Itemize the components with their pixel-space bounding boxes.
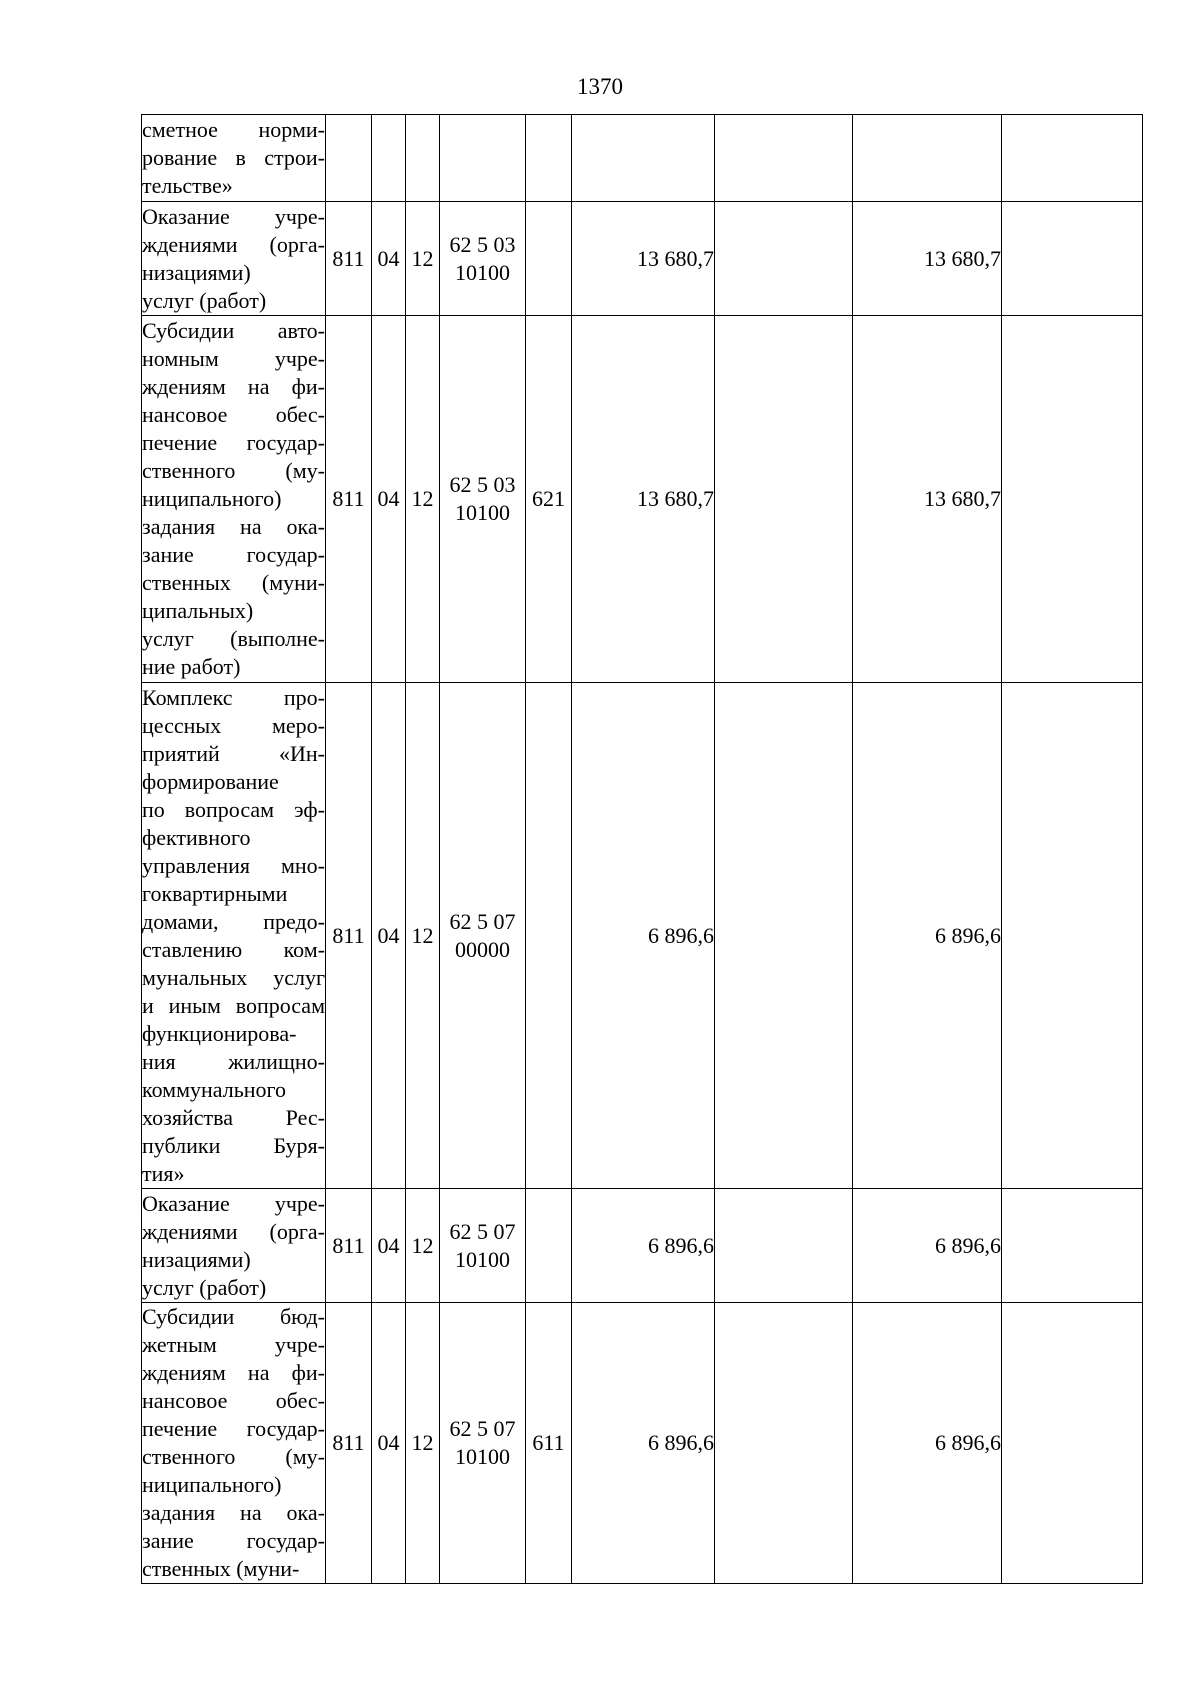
sum-federal-cell (715, 683, 853, 1189)
item-name-line: ния жилищно- (142, 1048, 325, 1074)
sum-other-cell (1002, 1189, 1143, 1303)
gr-code-cell: 811 (326, 683, 372, 1189)
sum-other-cell (1002, 683, 1143, 1189)
sum-republic-cell: 13 680,7 (853, 202, 1002, 316)
csr-code-part: 00000 (455, 936, 510, 962)
sum-republic-cell: 6 896,6 (853, 1189, 1002, 1303)
vr-code-cell (526, 683, 572, 1189)
item-name-line: управления мно- (142, 852, 325, 878)
csr-code-cell (440, 115, 526, 202)
item-name-line: мунальных услуг (142, 964, 325, 990)
vr-code-cell: 611 (526, 1303, 572, 1584)
item-name-line: ственного (му- (142, 1444, 325, 1469)
pr-code-cell: 12 (406, 202, 440, 316)
item-name-line: нансовое обес- (142, 402, 325, 427)
item-name-line: ждениям на фи- (142, 1360, 325, 1385)
rz-code-cell: 04 (372, 1303, 406, 1584)
pr-code-cell: 12 (406, 1189, 440, 1303)
vr-code-cell (526, 115, 572, 202)
gr-code-cell (326, 115, 372, 202)
item-name-line: ственных (муни- (142, 570, 325, 595)
item-name-line: ципальных) (142, 598, 254, 623)
table-row (142, 1189, 1143, 1303)
gr-code-cell: 811 (326, 316, 372, 683)
item-name-line: ставлению ком- (142, 936, 325, 962)
item-name-line: приятий «Ин- (142, 740, 325, 766)
item-name-line: тия» (142, 1160, 185, 1186)
sum-total-cell: 13 680,7 (572, 316, 715, 683)
pr-code-cell: 12 (406, 1303, 440, 1584)
item-name-line: тельстве» (142, 173, 233, 198)
pr-code-cell: 12 (406, 683, 440, 1189)
item-name-line: формирование (142, 768, 279, 794)
item-name-line: гоквартирными (142, 880, 288, 906)
csr-code-cell (440, 1189, 526, 1303)
item-name-line: ждениями (орга- (142, 1218, 325, 1244)
sum-federal-cell (715, 316, 853, 683)
item-name-line: хозяйства Рес- (142, 1104, 325, 1130)
sum-other-cell (1002, 1303, 1143, 1584)
sum-other-cell (1002, 316, 1143, 683)
item-name-line: ние работ) (142, 654, 241, 679)
pr-code-cell (406, 115, 440, 202)
sum-total-cell: 13 680,7 (572, 202, 715, 316)
csr-code-part: 62 5 07 (449, 1416, 516, 1441)
budget-table (141, 114, 1143, 1584)
csr-code-part: 62 5 03 (449, 231, 516, 257)
sum-other-cell (1002, 202, 1143, 316)
csr-code-part: 62 5 03 (449, 472, 516, 497)
item-name-line: услуг (работ) (142, 287, 267, 313)
sum-federal-cell (715, 1303, 853, 1584)
item-name-line: ниципального) (142, 486, 282, 511)
rz-code-cell (372, 115, 406, 202)
item-name-line: ждениями (орга- (142, 231, 325, 257)
vr-code-cell: 621 (526, 316, 572, 683)
gr-code-cell: 811 (326, 202, 372, 316)
csr-code-part: 62 5 07 (449, 1218, 516, 1244)
csr-code-part: 62 5 07 (449, 908, 516, 934)
table-row (142, 115, 1143, 202)
item-name-line: задания на ока- (142, 1500, 325, 1525)
rz-code-cell: 04 (372, 202, 406, 316)
sum-total-cell (572, 115, 715, 202)
item-name-line: задания на ока- (142, 514, 325, 539)
item-name-cell (142, 202, 326, 316)
item-name-line: сметное норми- (142, 117, 325, 142)
item-name-line: зание государ- (142, 1528, 325, 1553)
item-name-line: ниципального) (142, 1472, 282, 1497)
item-name-line: услуг (выполне- (142, 626, 325, 651)
item-name-line: Комплекс про- (142, 684, 325, 710)
item-name-line: низациями) (142, 259, 251, 285)
sum-total-cell: 6 896,6 (572, 1189, 715, 1303)
item-name-cell (142, 683, 326, 1189)
item-name-cell (142, 115, 326, 202)
sum-republic-cell: 6 896,6 (853, 1303, 1002, 1584)
item-name-line: функционирова- (142, 1020, 297, 1046)
csr-code-cell (440, 316, 526, 683)
sum-federal-cell (715, 1189, 853, 1303)
item-name-line: ственного (му- (142, 458, 325, 483)
gr-code-cell: 811 (326, 1189, 372, 1303)
item-name-line: Субсидии бюд- (142, 1304, 325, 1329)
table-row (142, 1303, 1143, 1584)
rz-code-cell: 04 (372, 1189, 406, 1303)
item-name-cell (142, 1189, 326, 1303)
sum-federal-cell (715, 115, 853, 202)
sum-total-cell: 6 896,6 (572, 1303, 715, 1584)
item-name-line: рование в строи- (142, 145, 325, 170)
item-name-line: ждениям на фи- (142, 374, 325, 399)
item-name-line: коммунального (142, 1076, 286, 1102)
vr-code-cell (526, 202, 572, 316)
sum-total-cell: 6 896,6 (572, 683, 715, 1189)
item-name-line: Субсидии авто- (142, 318, 325, 343)
item-name-line: низациями) (142, 1246, 251, 1272)
table-row (142, 683, 1143, 1189)
csr-code-cell (440, 683, 526, 1189)
gr-code-cell: 811 (326, 1303, 372, 1584)
item-name-line: нансовое обес- (142, 1388, 325, 1413)
sum-federal-cell (715, 202, 853, 316)
page-number: 1370 (577, 74, 623, 99)
item-name-line: жетным учре- (142, 1332, 325, 1357)
item-name-line: фективного (142, 824, 251, 850)
item-name-line: печение государ- (142, 430, 325, 455)
item-name-line: цессных меро- (142, 712, 325, 738)
item-name-line: услуг (работ) (142, 1274, 267, 1300)
item-name-line: публики Буря- (142, 1132, 325, 1158)
csr-code-cell (440, 202, 526, 316)
rz-code-cell: 04 (372, 683, 406, 1189)
item-name-cell (142, 316, 326, 683)
item-name-line: зание государ- (142, 542, 325, 567)
item-name-cell (142, 1303, 326, 1584)
item-name-line: по вопросам эф- (142, 796, 325, 822)
csr-code-part: 10100 (455, 259, 510, 285)
sum-republic-cell: 6 896,6 (853, 683, 1002, 1189)
item-name-line: Оказание учре- (142, 1190, 325, 1216)
item-name-line: номным учре- (142, 346, 325, 371)
item-name-line: Оказание учре- (142, 203, 325, 229)
csr-code-cell (440, 1303, 526, 1584)
rz-code-cell: 04 (372, 316, 406, 683)
vr-code-cell (526, 1189, 572, 1303)
csr-code-part: 10100 (455, 500, 510, 525)
pr-code-cell: 12 (406, 316, 440, 683)
csr-code-part: 10100 (455, 1246, 510, 1272)
sum-republic-cell: 13 680,7 (853, 316, 1002, 683)
item-name-line: домами, предо- (142, 908, 325, 934)
item-name-line: печение государ- (142, 1416, 325, 1441)
sum-other-cell (1002, 115, 1143, 202)
table-row (142, 202, 1143, 316)
sum-republic-cell (853, 115, 1002, 202)
item-name-line: ственных (муни- (142, 1556, 300, 1581)
item-name-line: и иным вопросам (142, 992, 325, 1018)
table-row (142, 316, 1143, 683)
table-body (142, 115, 1143, 1584)
csr-code-part: 10100 (455, 1444, 510, 1469)
